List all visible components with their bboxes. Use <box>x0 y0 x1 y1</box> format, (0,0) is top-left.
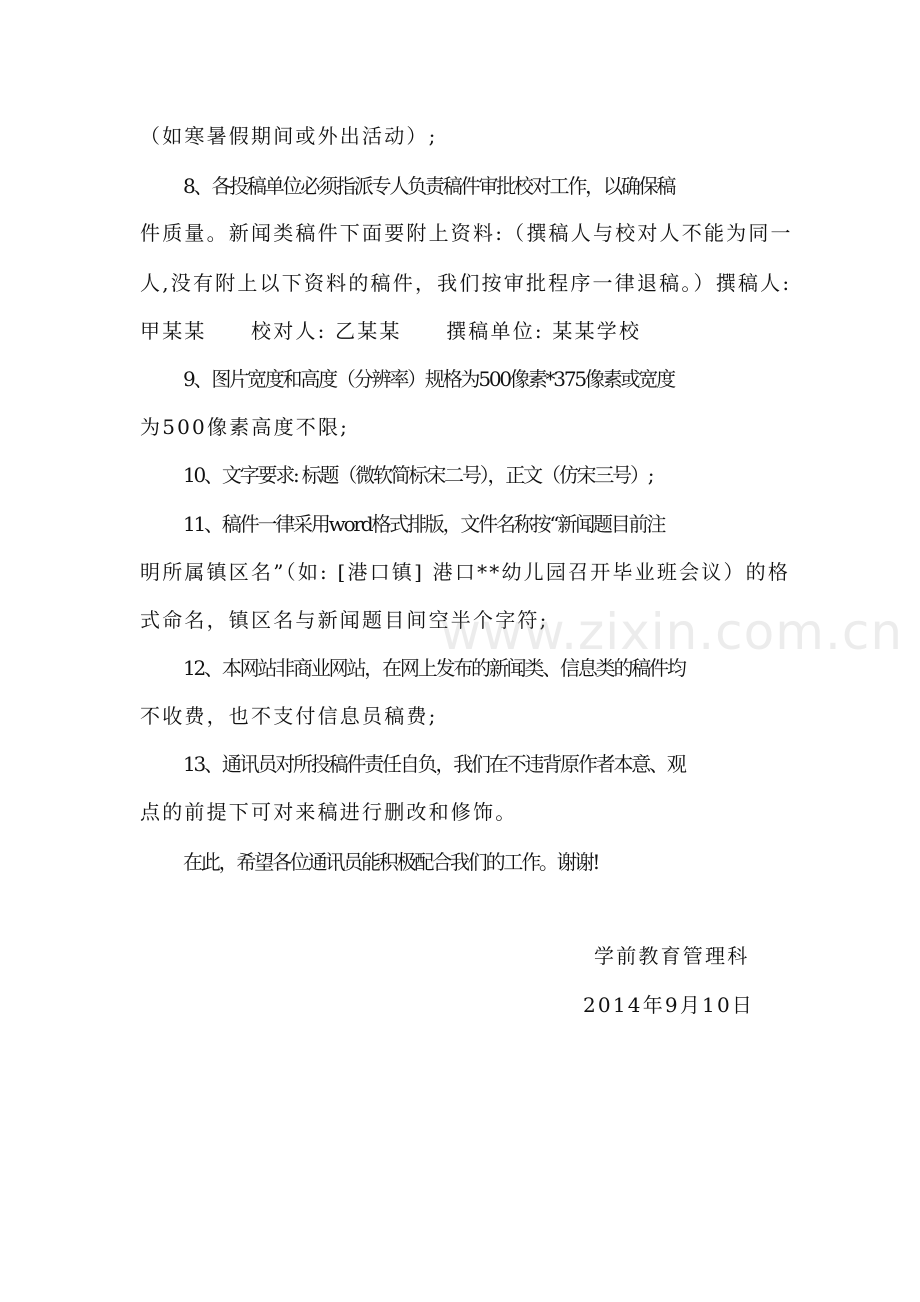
text-line: 11、稿件一律采用word格式排版，文件名称按“新闻题目前注 <box>183 512 665 536</box>
watermark: www.zixin.com.cn <box>440 603 904 661</box>
text-line: 甲某某 校对人: 乙某某 撰稿单位: 某某学校 <box>140 319 642 343</box>
text-line: 12、本网站非商业网站，在网上发布的新闻类、信息类的稿件均 <box>183 656 685 680</box>
text-line: 明所属镇区名”（如: [港口镇] 港口**幼儿园召开毕业班会议）的格 <box>140 560 791 584</box>
text-line: 10、文字要求: 标题（微软简标宋二号），正文（仿宋三号）; <box>183 463 653 487</box>
text-line: 9、图片宽度和高度（分辨率）规格为500像素*375像素或宽度 <box>183 367 674 391</box>
text-line: 人,没有附上以下资料的稿件，我们按审批程序一律退稿。）撰稿人: <box>140 271 792 295</box>
signature-date: 2014年9月10日 <box>583 993 755 1017</box>
text-line: 在此，希望各位通讯员能积极配合我们的工作。谢谢! <box>183 850 599 874</box>
text-line: 为500像素高度不限; <box>140 415 350 439</box>
text-line: 13、通讯员对所投稿件责任自负，我们在不违背原作者本意、观 <box>183 752 685 776</box>
text-line: 不收费，也不支付信息员稿费; <box>140 704 438 728</box>
text-line: 8、各投稿单位必须指派专人负责稿件审批校对工作，以确保稿 <box>183 174 675 198</box>
signature-org: 学前教育管理科 <box>594 944 750 968</box>
text-line: 件质量。新闻类稿件下面要附上资料:（撰稿人与校对人不能为同一 <box>140 221 793 245</box>
text-line: 式命名，镇区名与新闻题目间空半个字符; <box>140 608 549 632</box>
text-line: 点的前提下可对来稿进行删改和修饰。 <box>140 800 518 824</box>
text-line: （如寒暑假期间或外出活动）; <box>140 124 438 148</box>
